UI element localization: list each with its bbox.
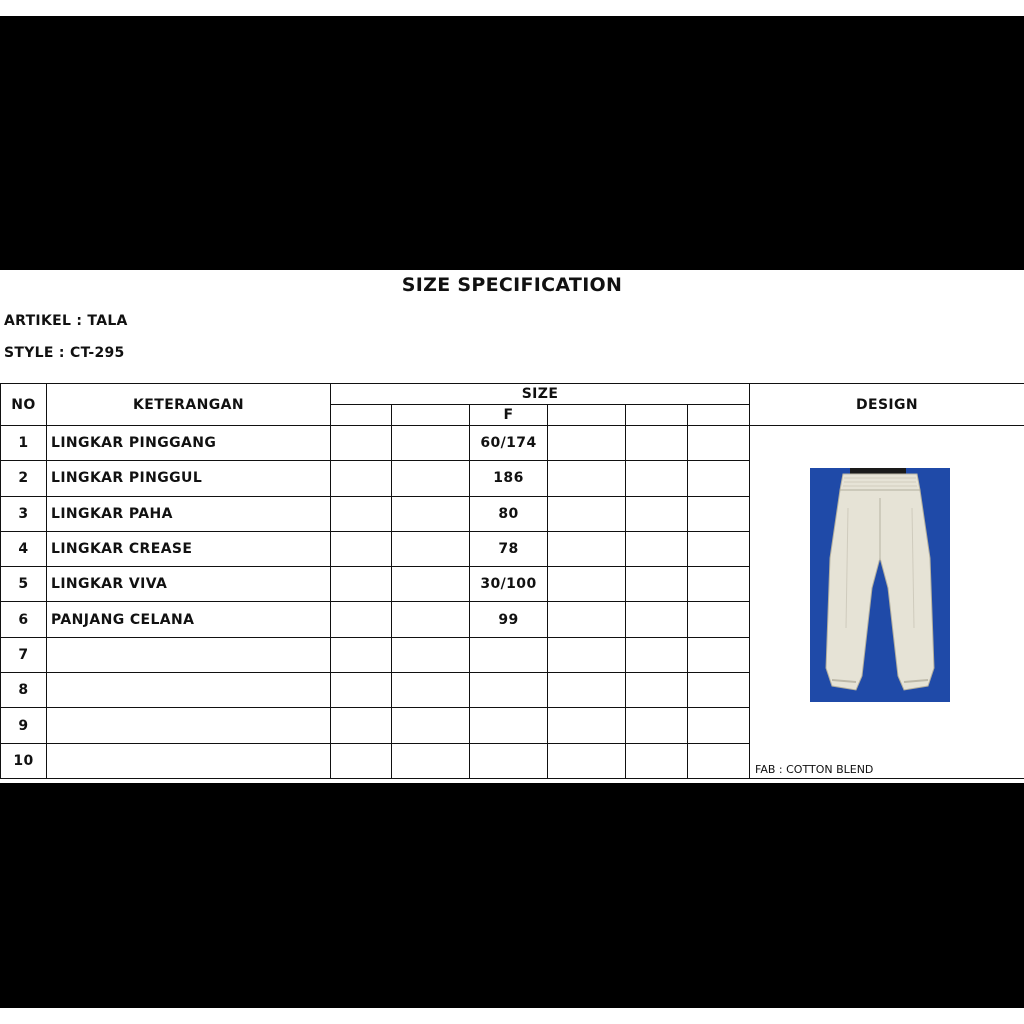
header-size: SIZE [331,384,750,405]
header-no: NO [1,384,47,426]
row-number: 2 [1,461,47,496]
design-cell [750,426,1024,779]
size-cell-empty [392,496,470,531]
size-col-empty [392,405,470,426]
size-cell-empty [688,602,750,637]
size-col-empty [548,405,626,426]
size-cell-empty [626,743,688,778]
size-cell-empty [331,496,392,531]
size-cell-empty [392,673,470,708]
size-cell-empty [331,461,392,496]
header-keterangan: KETERANGAN [47,384,331,426]
size-col-empty [331,405,392,426]
row-description: LINGKAR PINGGANG [47,426,331,461]
row-size-value: 30/100 [470,567,548,602]
size-cell-empty [331,673,392,708]
header-size-f: F [470,405,548,426]
size-cell-empty [626,602,688,637]
size-cell-empty [331,567,392,602]
size-cell-empty [392,461,470,496]
row-description [47,743,331,778]
size-cell-empty [548,531,626,566]
size-cell-empty [688,673,750,708]
size-cell-empty [626,426,688,461]
size-cell-empty [626,496,688,531]
row-number: 10 [1,743,47,778]
row-number: 8 [1,673,47,708]
row-size-value: 78 [470,531,548,566]
size-cell-empty [548,602,626,637]
header-design: DESIGN [750,384,1024,426]
row-size-value: 186 [470,461,548,496]
artikel-label: ARTIKEL : TALA [4,313,128,329]
pants-design-image [810,468,950,702]
row-number: 9 [1,708,47,743]
size-cell-empty [548,426,626,461]
row-description [47,637,331,672]
size-cell-empty [331,743,392,778]
style-label: STYLE : CT-295 [4,345,125,361]
row-number: 3 [1,496,47,531]
row-size-value [470,637,548,672]
row-description [47,673,331,708]
size-cell-empty [626,637,688,672]
row-number: 5 [1,567,47,602]
row-number: 4 [1,531,47,566]
size-col-empty [626,405,688,426]
size-col-empty [688,405,750,426]
row-description: PANJANG CELANA [47,602,331,637]
size-spec-sheet [0,270,1024,783]
size-cell-empty [548,708,626,743]
size-cell-empty [626,567,688,602]
bottom-border [0,1008,1024,1024]
size-cell-empty [392,426,470,461]
row-description: LINGKAR PAHA [47,496,331,531]
size-cell-empty [392,743,470,778]
size-cell-empty [548,496,626,531]
row-number: 7 [1,637,47,672]
size-cell-empty [688,708,750,743]
row-size-value: 60/174 [470,426,548,461]
size-cell-empty [392,708,470,743]
size-cell-empty [548,567,626,602]
size-cell-empty [688,531,750,566]
size-cell-empty [548,743,626,778]
size-cell-empty [331,637,392,672]
row-description: LINGKAR PINGGUL [47,461,331,496]
row-size-value: 99 [470,602,548,637]
size-cell-empty [548,461,626,496]
size-cell-empty [548,637,626,672]
size-cell-empty [626,708,688,743]
size-cell-empty [688,567,750,602]
top-border [0,0,1024,16]
size-cell-empty [392,567,470,602]
size-cell-empty [331,602,392,637]
size-cell-empty [626,673,688,708]
row-size-value [470,743,548,778]
row-number: 1 [1,426,47,461]
size-cell-empty [331,426,392,461]
row-size-value [470,708,548,743]
size-cell-empty [392,531,470,566]
size-cell-empty [688,743,750,778]
table-row [1,426,1024,461]
fabric-label: FAB : COTTON BLEND [755,762,874,776]
size-cell-empty [688,461,750,496]
size-cell-empty [392,602,470,637]
row-description: LINGKAR VIVA [47,567,331,602]
size-cell-empty [626,461,688,496]
row-description [47,708,331,743]
size-cell-empty [392,637,470,672]
size-cell-empty [331,531,392,566]
page-title: SIZE SPECIFICATION [401,274,623,296]
size-cell-empty [626,531,688,566]
row-number: 6 [1,602,47,637]
size-cell-empty [688,426,750,461]
size-cell-empty [688,637,750,672]
size-cell-empty [331,708,392,743]
row-size-value: 80 [470,496,548,531]
row-description: LINGKAR CREASE [47,531,331,566]
size-spec-table [0,383,1024,779]
size-cell-empty [548,673,626,708]
size-cell-empty [688,496,750,531]
row-size-value [470,673,548,708]
